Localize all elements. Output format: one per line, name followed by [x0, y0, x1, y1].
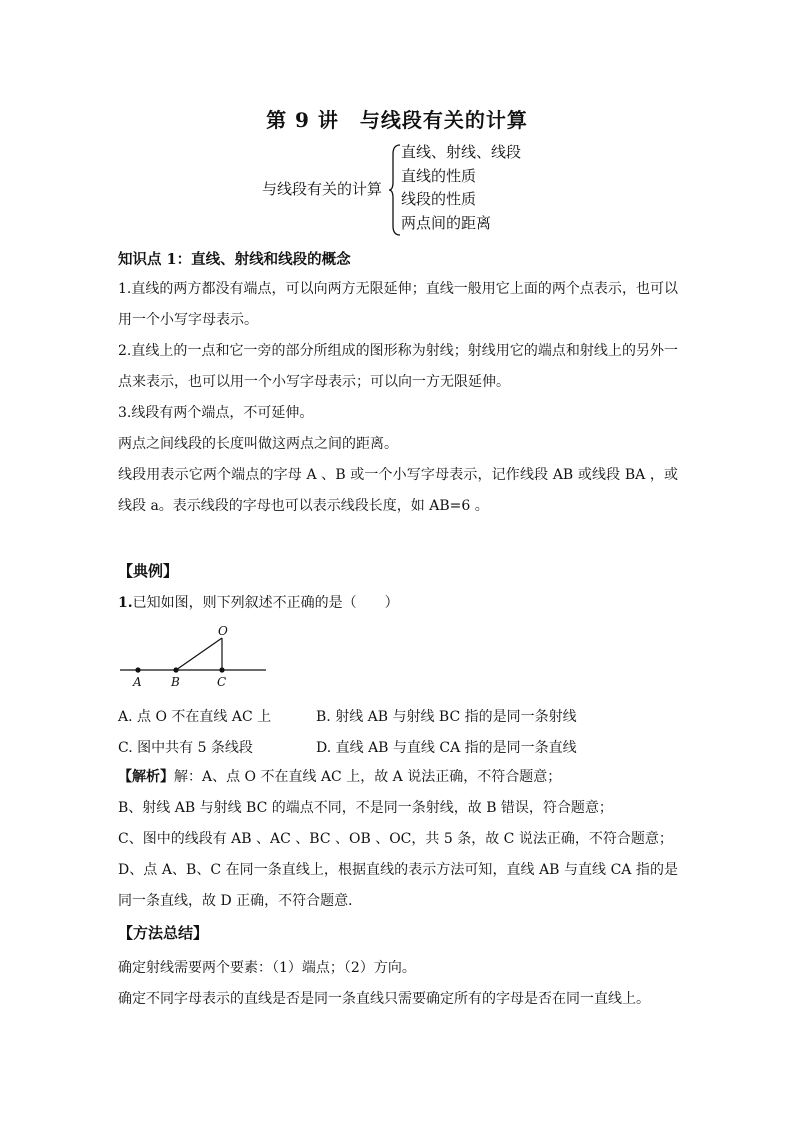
- analysis-line-1: [118, 762, 678, 793]
- curly-brace: [388, 144, 402, 236]
- paragraph-distance: 两点之间线段的长度叫做这两点之间的距离。: [118, 436, 398, 452]
- analysis-line-3: C、图中的线段有 AB 、AC 、BC 、OB 、OC，共 5 条，故 C 说法正确，不符合题意；: [118, 831, 673, 847]
- paragraph-segment-notation: 线段用表示它两个端点的字母 A 、B 或一个小写字母表示，记作线段 AB 或线段 BA ，或线段 a。表示线段的字母也可以表示线段长度，如 AB=6 。: [118, 467, 678, 514]
- method-summary-label: 【方法总结】: [118, 924, 209, 942]
- question-number: 1.: [118, 595, 133, 611]
- analysis-label: 【解析】: [118, 769, 174, 785]
- outline-root: 与线段有关的计算: [262, 180, 383, 198]
- option-d: D. 直线 AB 与直线 CA 指的是同一条直线: [316, 740, 577, 756]
- analysis-line-2: B、射线 AB 与射线 BC 的端点不同，不是同一条射线，故 B 错误，符合题意；: [118, 800, 613, 816]
- question-text: 已知如图，则下列叙述不正确的是（ ）: [132, 595, 399, 611]
- page-title: 第 9 讲 与线段有关的计算: [266, 108, 528, 132]
- question: [118, 592, 399, 612]
- outline-item: 直线的性质: [401, 166, 477, 185]
- label-o: O: [218, 624, 228, 638]
- option-c: C. 图中共有 5 条线段: [118, 740, 253, 756]
- knowledge-point-heading: 知识点 1：直线、射线和线段的概念: [118, 251, 351, 268]
- outline-items: [401, 141, 521, 235]
- method-line-1: 确定射线需要两个要素：（1）端点；（2）方向。: [118, 960, 416, 976]
- example-label: 【典例】: [118, 562, 179, 580]
- outline-item: 两点间的距离: [401, 213, 492, 232]
- label-a: A: [133, 675, 142, 689]
- paragraph-ray-definition: 2.直线上的一点和它一旁的部分所组成的图形称为射线；射线用它的端点和射线上的另外一点来表示，也可以用一个小写字母表示；可以向一方无限延伸。: [118, 343, 678, 390]
- point-b: [173, 667, 178, 672]
- label-b: B: [171, 675, 180, 689]
- point-c: [219, 667, 224, 672]
- point-a: [135, 667, 140, 672]
- outline-item: 线段的性质: [401, 190, 477, 208]
- analysis-line-4: D、点 A、B、C 在同一条直线上，根据直线的表示方法可知，直线 AB 与直线 CA 指的是同一条直线，故 D 正确，不符合题意．: [118, 862, 678, 909]
- label-c: C: [217, 675, 227, 689]
- outline-item: 直线、射线、线段: [401, 143, 522, 161]
- geometry-figure: [118, 618, 278, 690]
- analysis-text: 解：A、点 O 不在直线 AC 上，故 A 说法正确，不符合题意；: [174, 769, 562, 785]
- method-line-2: 确定不同字母表示的直线是否是同一条直线只需要确定所有的字母是否在同一直线上。: [118, 991, 650, 1007]
- option-b: B. 射线 AB 与射线 BC 指的是同一条射线: [316, 709, 577, 725]
- segment-ob: [176, 638, 222, 670]
- paragraph-segment-definition: 3.线段有两个端点，不可延伸。: [118, 405, 314, 421]
- paragraph-line-definition: 1.直线的两方都没有端点，可以向两方无限延伸；直线一般用它上面的两个点表示，也可以用一个小写字母表示。: [118, 281, 678, 328]
- option-a: A. 点 O 不在直线 AC 上: [118, 709, 272, 725]
